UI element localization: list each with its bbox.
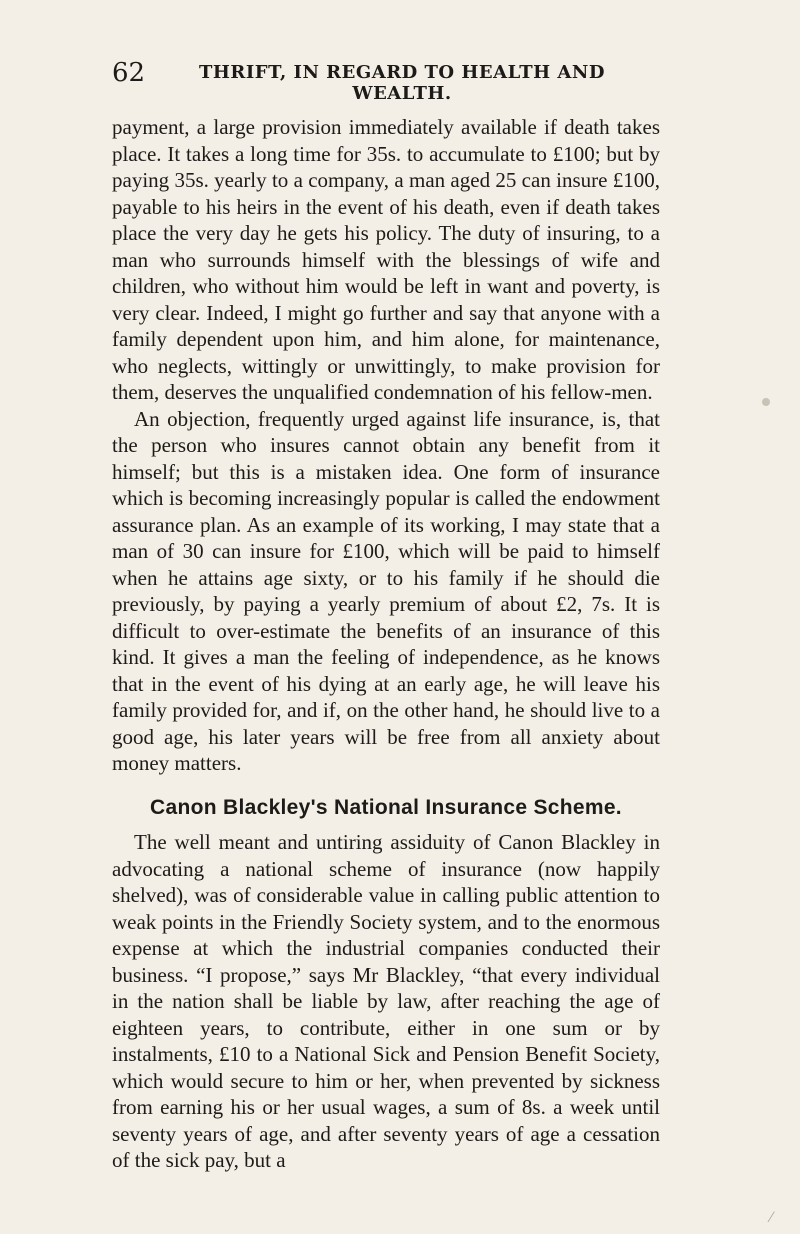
paragraph: payment, a large provision immediately available if death takes place. It takes a long time for 35s. to accumulate to £100; but by paying 35s. yearly to a company, a man aged 25 can insure £100, payable to his heirs in the event of his death, even if death takes place the very day he gets his policy. The duty of insuring, to a man who surrounds himself with the blessings of wife and children, who without him would be left in want and poverty, is very clear. Indeed, I might go further and say that anyone with a family dependent upon him, and him alone, for maintenance, who neglects, wittingly or unwittingly, to make provision for them, deserves the unqualified condemnation of his fellow-men.: [112, 115, 660, 404]
running-title: THRIFT, IN REGARD TO HEALTH AND WEALTH.: [199, 62, 605, 104]
page-number: 62: [112, 58, 146, 88]
running-head: [112, 58, 652, 104]
section-heading: Canon Blackley's National Insurance Scheme.: [150, 795, 622, 819]
body-text: [112, 114, 660, 1174]
paragraph: An objection, frequently urged against life insurance, is, that the person who insures cannot obtain any benefit from it himself; but this is a mistaken idea. One form of insurance which is becoming increasingly popular is called the endowment assurance plan. As an example of its working, I may state that a man of 30 can insure for £100, which will be paid to himself when he attains age sixty, or to his family if he should die previously, by paying a yearly premium of about £2, 7s. It is difficult to over-estimate the benefits of an insurance of this kind. It gives a man the feeling of independence, as he knows that in the event of his dying at an early age, he will leave his family provided for, and if, on the other hand, he should live to a good age, his later years will be free from all anxiety about money matters.: [112, 406, 660, 775]
paragraph: The well meant and untiring assiduity of Canon Blackley in advocating a national scheme of insurance (now happily shelved), was of considerable value in calling public attention to weak points in the Friendly Society system, and to the enormous expense at which the industrial companies conducted their business. “I propose,” says Mr Blackley, “that every individual in the nation shall be liable by law, after reaching the age of eighteen years, to contribute, either in one sum or by instalments, £10 to a National Sick and Pension Benefit Society, which would secure to him or her, when prevented by sickness from earning his or her usual wages, a sum of 8s. a week until seventy years of age, and after seventy years of age a cessation of the sick pay, but a: [112, 830, 660, 1172]
margin-dot-mark: [762, 398, 770, 406]
corner-scan-mark: ⁄: [770, 1210, 773, 1226]
